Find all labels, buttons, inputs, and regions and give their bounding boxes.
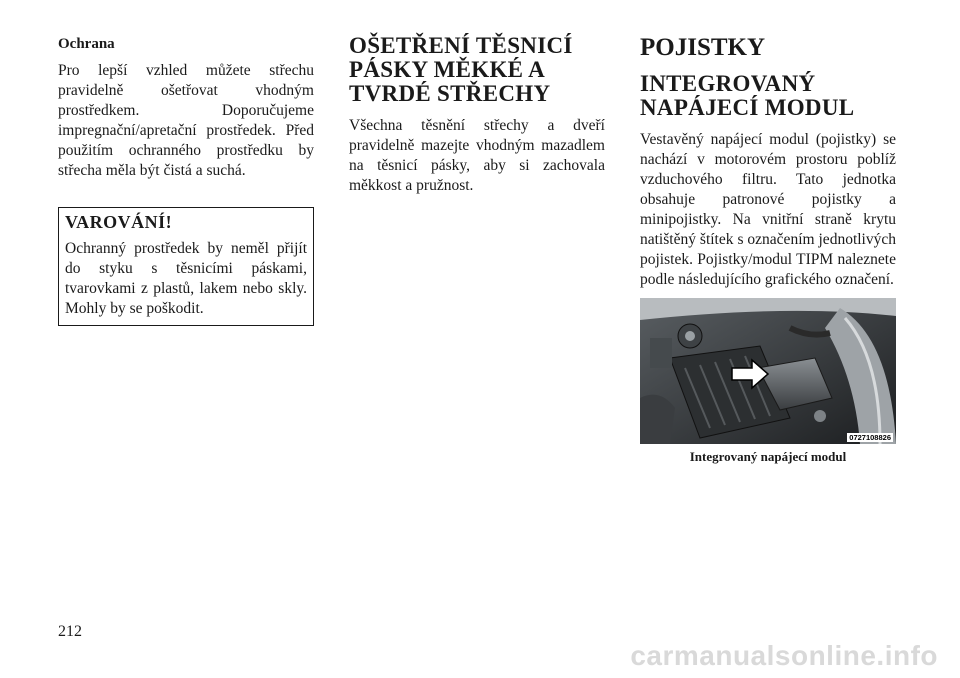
paragraph-ochrana: Pro lepší vzhled můžete střechu pravidelně ošetřovat vhodným prostředkem. Doporučujeme impregnační/apretační prostředek. Před použitím ochranného prostředku by střecha měla být čistá a suchá. [58,62,314,179]
page-number: 212 [58,623,82,640]
column-right [640,32,896,465]
section-heading-seals: OŠETŘENÍ TĚSNICÍ PÁSKY MĚKKÉ A TVRDÉ STŘECHY [349,33,573,106]
section-heading-fuses: POJISTKY [640,34,766,61]
warning-text: Ochranný prostředek by neměl přijít do styku s těsnicími páskami, tvarovkami z plastů, lakem nebo skly. Mohly by se poškodit. [65,240,307,317]
subheading-ochrana: Ochrana [58,36,115,52]
photo-reference-code: 0727108826 [849,433,891,442]
paragraph-power-module: Vestavěný napájecí modul (pojistky) se nachází v motorovém prostoru poblíž vzduchového filtru. Tato jednotka obsahuje patronové pojistky a minipojistky. Na vnitřní straně krytu natištěný štítek s označením jednotlivých pojistek. Pojistky/modul TIPM naleznete podle následujícího grafického označení. [640,131,896,288]
warning-box [58,207,314,326]
engine-bay-illustration [640,298,896,444]
column-middle [349,32,605,196]
engine-bay-photo [640,298,896,444]
warning-title: VAROVÁNÍ! [65,212,173,232]
watermark: carmanualsonline.info [630,640,938,671]
subheading-power-module: INTEGROVANÝ NAPÁJECÍ MODUL [640,71,855,120]
paragraph-seals: Všechna těsnění střechy a dveří pravidelně mazejte vhodným mazadlem na těsnicí pásky, aby si zachovala měkkost a pružnost. [349,117,605,194]
column-left [58,32,314,326]
photo-caption: Integrovaný napájecí modul [689,449,847,464]
